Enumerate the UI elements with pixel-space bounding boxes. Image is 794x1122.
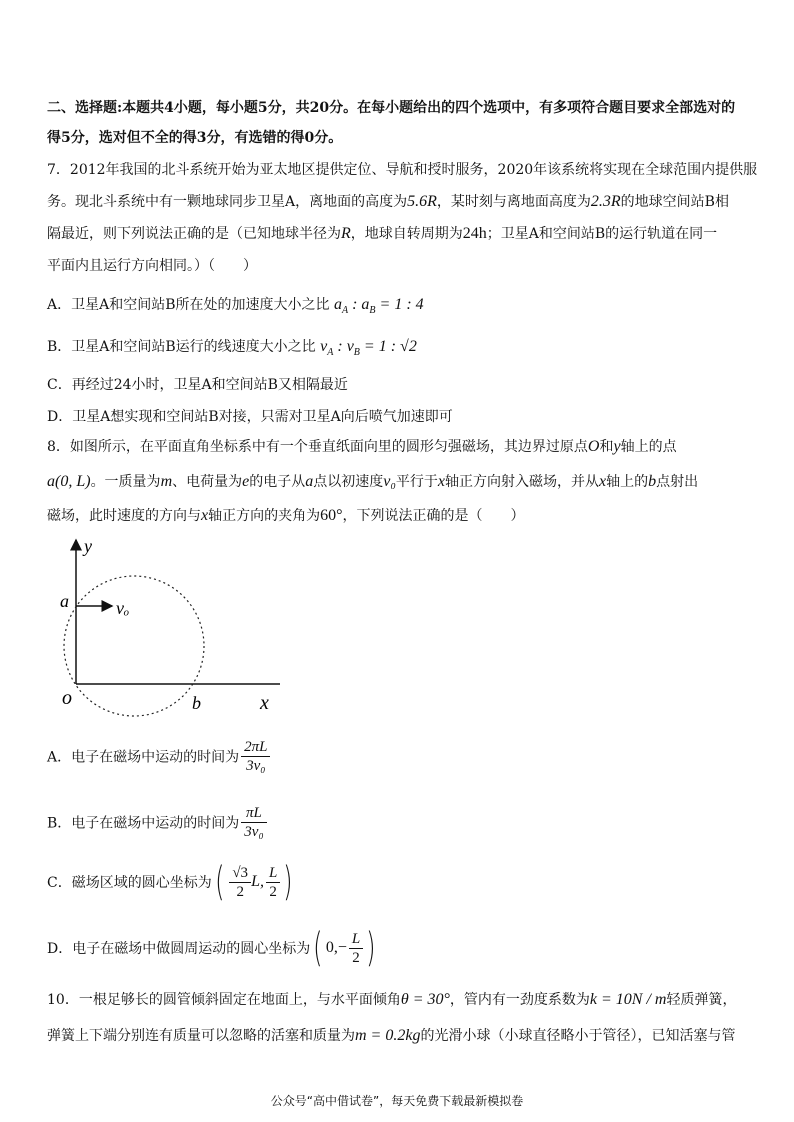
q7-option-d[interactable]: D．卫星A想实现和空间站B对接，只需对卫星A向后喷气加速即可 (47, 409, 453, 425)
q8-option-c[interactable]: C．磁场区域的圆心坐标为( $\frac{√3}{2}$ L, $\frac{L}{2}$ ) (47, 859, 293, 905)
label-b: b (192, 693, 201, 713)
q8-option-d[interactable]: D．电子在磁场中做圆周运动的圆心坐标为( 0,− $\frac{L}{2}$ ) (47, 925, 376, 971)
label-a: a (60, 591, 69, 611)
q7-stem-line4: 平面内且运行方向相同。）（ ） (47, 258, 257, 274)
page-footer: 公众号“高中借试卷”，每天免费下载最新模拟卷 (270, 1094, 524, 1108)
q10-stem-line1: 10．一根足够长的圆管倾斜固定在地面上，与水平面倾角θ = 30°，管内有一劲度系数为k = 10N / m轻质弹簧， (47, 991, 737, 1008)
q8-option-a[interactable]: A．电子在磁场中运动的时间为 $\frac{2\pi L}{\text{3v₀}}$ (47, 738, 270, 775)
q8-stem-line1: 8．如图所示，在平面直角坐标系中有一个垂直纸面向里的圆形匀强磁场，其边界过原点O和y轴上的点 (47, 438, 677, 455)
magnetic-field-boundary (64, 576, 204, 716)
q8-option-b[interactable]: B．电子在磁场中运动的时间为 $\frac{\pi L}{\text{3v₀}}$ (47, 804, 267, 841)
label-x: x (260, 692, 269, 714)
label-o: o (62, 687, 72, 709)
q7-stem-line2: 务。现北斗系统中有一颗地球同步卫星A，离地面的高度为5.6R，某时刻与离地面高度为2.3R的地球空间站B相 (47, 193, 729, 210)
q7-stem-line1: 7．2012年我国的北斗系统开始为亚太地区提供定位、导航和授时服务，2020年该系统将实现在全球范围内提供服 (47, 162, 758, 178)
q7-option-b[interactable]: B．卫星A和空间站B运行的线速度大小之比 $v_A$ : $v_B = 1$ : √2 (47, 338, 417, 359)
q7-option-c[interactable]: C．再经过24小时，卫星A和空间站B又相隔最近 (47, 377, 348, 393)
q7-option-b-math: $v_A$ : $v_B = 1$ : √2 (320, 338, 417, 359)
q10-stem-line2: 弹簧上下端分别连有质量可以忽略的活塞和质量为m = 0.2kg的光滑小球（小球直径略小于管径），已知活塞与管 (47, 1027, 736, 1044)
q8-stem-line3: 磁场，此时速度的方向与x轴正方向的夹角为60°，下列说法正确的是（ ） (47, 507, 525, 524)
q8-option-b-fraction: $\frac{\pi L}{\text{3v₀}}$ (241, 804, 266, 841)
section-header-line2: 得5分，选对但不全的得3分，有选错的得0分。 (47, 130, 343, 146)
label-y: y (84, 536, 92, 556)
section-header-line1: 二、选择题:本题共4小题，每小题5分，共20分。在每小题给出的四个选项中，有多项符合题目要求全部选对的 (47, 100, 736, 116)
q7-stem-line3: 隔最近，则下列说法正确的是（已知地球半径为R，地球自转周期为24h；卫星A和空间站B的运行轨道在同一 (47, 225, 718, 242)
q7-option-a[interactable]: A．卫星A和空间站B所在处的加速度大小之比 $a_A$ : $a_B = 1$ : 4 (47, 296, 424, 317)
q8-option-a-fraction: $\frac{2\pi L}{\text{3v₀}}$ (241, 738, 270, 775)
q8-stem-line2: a(0, L)。一质量为m、电荷量为e的电子从a点以初速度v₀平行于x轴正方向射入磁场，并从x轴上的b点射出 (47, 473, 699, 490)
label-v0: vₒ (116, 598, 130, 618)
q8-figure (50, 534, 290, 724)
q7-option-a-math: $a_A$ : $a_B = 1$ : 4 (333, 296, 424, 317)
